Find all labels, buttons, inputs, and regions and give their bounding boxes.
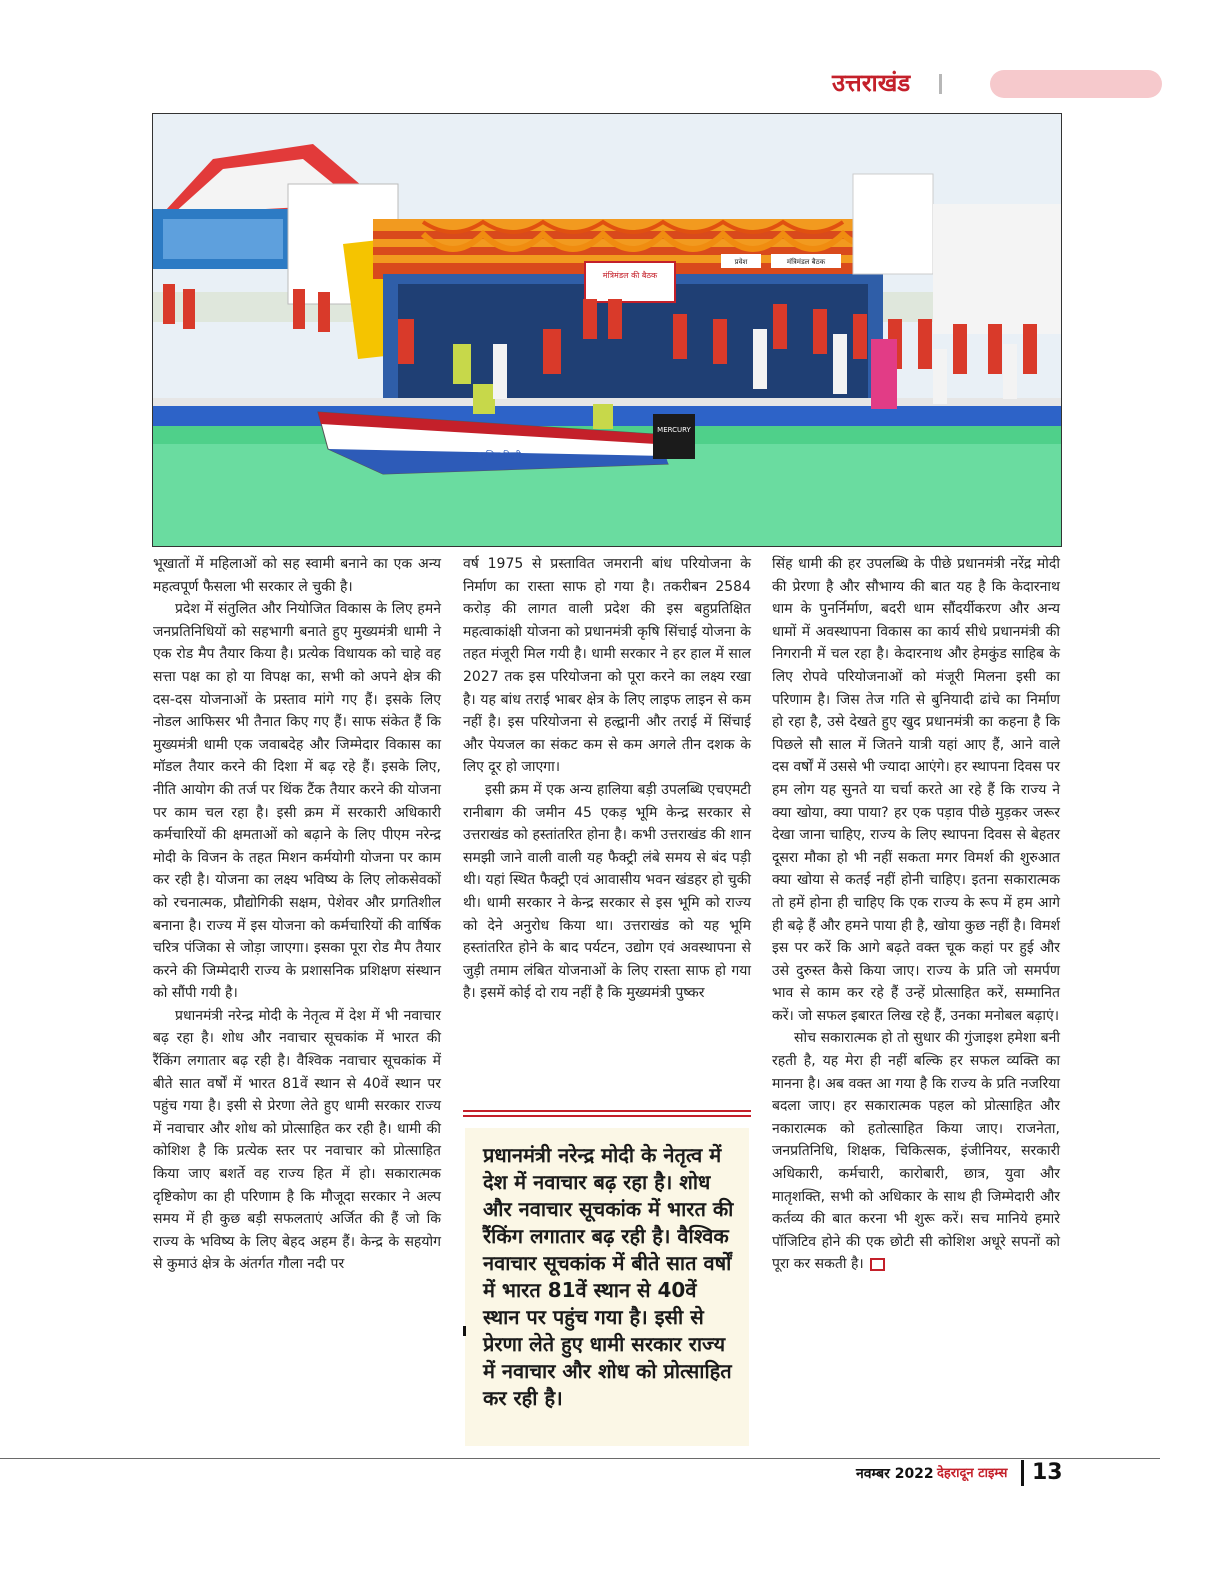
article-column-1 xyxy=(153,553,441,1276)
issue-date: नवम्बर 2022 xyxy=(856,1466,934,1482)
footer-rule xyxy=(0,1458,1160,1459)
photo-illustration xyxy=(153,114,1061,546)
page-number: 13 xyxy=(1032,1460,1063,1485)
magazine-name: देहरादून टाइम्स xyxy=(937,1466,1008,1481)
pull-quote xyxy=(463,1110,751,1448)
article-column-2 xyxy=(463,553,751,1005)
pull-quote-box xyxy=(465,1128,749,1446)
paragraph: प्रदेश में संतुलित और नियोजित विकास के लिए हमने जनप्रतिनिधियों को सहभागी बनाते हुए मुख्यमंत्री धामी ने एक रोड मैप तैयार किया है। प्रत्येक विधायक को चाहे वह सत्ता पक्ष का हो या विपक्ष का, सभी को अपने क्षेत्र की दस-दस योजनाओं के प्रस्ताव मांगे गए हैं। इसके लिए नोडल आफिसर भी तैनात किए गए हैं। साफ संकेत हैं कि मुख्यमंत्री धामी एक जवाबदेह और जिम्मेदार विकास का मॉडल तैयार करने की दिशा में बढ़ रहे हैं। इसके लिए, नीति आयोग की तर्ज पर थिंक टैंक तैयार करने की योजना पर काम चल रहा है। इसी क्रम में सरकारी अधिकारी कर्मचारियों की क्षमताओं को बढ़ाने के लिए पीएम नरेन्द्र मोदी के विजन के तहत मिशन कर्मयोगी योजना पर काम कर रही है। योजना का लक्ष्य भविष्य के लिए लोकसेवकों को रचनात्मक, प्रौद्योगिकी सक्षम, पेशेवर और प्रगतिशील बनाना है। राज्य में इस योजना को कर्मचारियों की वार्षिक चरित्र पंजिका से जोड़ा जाएगा। इसका पूरा रोड मैप तैयार करने की जिम्मेदारी राज्य के प्रशासनिक प्रशिक्षण संस्थान को सौंपी गयी है। xyxy=(153,601,441,1002)
article-column-3 xyxy=(772,553,1060,1276)
paragraph: वर्ष 1975 से प्रस्तावित जमरानी बांध परियोजना के निर्माण का रास्ता साफ हो गया है। तकरीबन 2584 करोड़ की लागत वाली प्रदेश की इस बहुप्रतिक्षित महत्वाकांक्षी योजना को प्रधानमंत्री कृषि सिंचाई योजना के तहत मंजूरी मिल गयी है। धामी सरकार ने हर हाल में साल 2027 तक इस परियोजना को पूरा करने का लक्ष्य रखा है। यह बांध तराई भाबर क्षेत्र के लिए लाइफ लाइन से कम नहीं है। इस परियोजना से हल्द्वानी और तराई में सिंचाई और पेयजल का संकट कम से कम अगले तीन दशक के लिए दूर हो जाएगा। xyxy=(463,556,751,776)
paragraph: भूखातों में महिलाओं को सह स्वामी बनाने का एक अन्य महत्वपूर्ण फैसला भी सरकार ले चुकी है। xyxy=(153,556,441,595)
pull-quote-text: प्रधानमंत्री नरेन्द्र मोदी के नेतृत्व में देश में नवाचार बढ़ रहा है। शोध और नवाचार सूचकांक में भारत की रैंकिंग लगातार बढ़ रही है। वैश्विक नवाचार सूचकांक में बीते सात वर्षों में भारत 81वें स्थान से 40वें स्थान पर पहुंच गया है। इसी से प्रेरणा लेते हुए धामी सरकार राज्य में नवाचार और शोध को प्रोत्साहित कर रही है। xyxy=(483,1143,734,1410)
article-photo xyxy=(152,113,1062,547)
boat-text: जल पुलिस टिहरी xyxy=(465,451,521,461)
paragraph: सिंह धामी की हर उपलब्धि के पीछे प्रधानमंत्री नरेंद्र मोदी की प्रेरणा है और सौभाग्य की बात यह है कि केदारनाथ धाम के पुनर्निर्माण, बदरी धाम सौंदर्यीकरण और अन्य धामों में अवस्थापना विकास का कार्य सीधे प्रधानमंत्री की निगरानी में चल रहा है। केदारनाथ और हेमकुंड साहिब के लिए रोपवे परियोजनाओं को मंजूरी मिलना इसी का परिणाम है। जिस तेज गति से बुनियादी ढांचे का निर्माण हो रहा है, उसे देखते हुए खुद प्रधानमंत्री का कहना है कि पिछले सौ साल में जितने यात्री यहां आए हैं, आने वाले दस वर्षों में उससे भी ज्यादा आएंगे। हर स्थापना दिवस पर हम लोग यह सुनते या चर्चा करते आ रहे हैं कि राज्य ने क्या खोया, क्या पाया? हर एक पड़ाव पीछे मुड़कर जरूर देखा जाना चाहिए, राज्य के लिए स्थापना दिवस से बेहतर दूसरा मौका हो भी नहीं सकता मगर विमर्श की शुरुआत क्या खोया से कतई नहीं होनी चाहिए। इतना सकारात्मक तो हमें होना ही चाहिए कि एक राज्य के रूप में हम आगे ही बढ़े हैं और हमने पाया ही है, खोया कुछ नहीं है। विमर्श इस पर करें कि आगे बढ़ते वक्त चूक कहां पर हुई और उसे दुरुस्त कैसे किया जाए। राज्य के प्रति जो समर्पण भाव से काम कर रहे हैं उन्हें प्रोत्साहित करें, सम्मानित करें। जो सफल इबारत लिख रहे हैं, उनका मनोबल बढ़ाएं। xyxy=(772,556,1060,1024)
pull-quote-tick xyxy=(463,1326,466,1336)
photo-banner xyxy=(585,262,675,302)
header-divider xyxy=(939,74,942,94)
photo-banner-text: मंत्रिमंडल की बैठक xyxy=(602,271,658,280)
photo-sign-left: प्रवेश xyxy=(734,258,748,266)
paragraph: प्रधानमंत्री नरेन्द्र मोदी के नेतृत्व में देश में भी नवाचार बढ़ रहा है। शोध और नवाचार सूचकांक में भारत की रैंकिंग लगातार बढ़ रही है। वैश्विक नवाचार सूचकांक में बीते सात वर्षों में भारत 81वें स्थान से 40वें स्थान पर पहुंच गया है। इसी से प्रेरणा लेते हुए धामी सरकार राज्य में नवाचार और शोध को प्रोत्साहित कर रही है। धामी की कोशिश है कि प्रत्येक स्तर पर नवाचार को प्रोत्साहित किया जाए बशर्ते वह राज्य हित में हो। सकारात्मक दृष्टिकोण का ही परिणाम है कि मौजूदा सरकार ने अल्प समय में ही कुछ बड़ी सफलताएं अर्जित की हैं जो कि राज्य के भविष्य के लिए बेहद अहम हैं। केन्द्र के सहयोग से कुमाउं क्षेत्र के अंतर्गत गौला नदी पर xyxy=(153,1007,441,1273)
section-title: उत्तराखंड xyxy=(832,69,911,97)
header-pill-decoration xyxy=(990,70,1162,98)
boat-brand-text: MERCURY xyxy=(657,426,691,434)
footer-divider xyxy=(1021,1460,1024,1486)
paragraph: सोच सकारात्मक हो तो सुधार की गुंजाइश हमेशा बनी रहती है, यह मेरा ही नहीं बल्कि हर सफल व्यक्ति का मानना है। अब वक्त आ गया है कि राज्य के प्रति नजरिया बदला जाए। हर सकारात्मक पहल को प्रोत्साहित और नकारात्मक को हतोत्साहित किया जाए। राजनेता, जनप्रतिनिधि, शिक्षक, चिकित्सक, इंजीनियर, सरकारी अधिकारी, कर्मचारी, कारोबारी, छात्र, युवा और मातृशक्ति, सभी को अधिकार के साथ ही जिम्मेदारी और कर्तव्य की बात करना भी शुरू करें। सच मानिये हमारे पॉजिटिव होने की एक छोटी सी कोशिश अधूरे सपनों को पूरा कर सकती है। xyxy=(772,1030,1060,1273)
pull-quote-rule xyxy=(463,1110,751,1124)
end-of-article-icon xyxy=(870,1258,885,1271)
photo-sign-right: मंत्रिमंडल बैठक xyxy=(786,258,826,266)
paragraph: इसी क्रम में एक अन्य हालिया बड़ी उपलब्धि एचएमटी रानीबाग की जमीन 45 एकड़ भूमि केन्द्र सरकार से उत्तराखंड को हस्तांतरित होना है। कभी उत्तराखंड की शान समझी जाने वाली वाली यह फैक्ट्री लंबे समय से बंद पड़ी थी। यहां स्थित फैक्ट्री एवं आवासीय भवन खंडहर हो चुकी थी। धामी सरकार ने केन्द्र सरकार से इस भूमि को राज्य को देने अनुरोध किया था। उत्तराखंड को यह भूमि हस्तांतरित होने के बाद पर्यटन, उद्योग एवं अवस्थापना से जुड़ी तमाम लंबित योजनाओं के लिए रास्ता साफ हो गया है। इसमें कोई दो राय नहीं है कि मुख्यमंत्री पुष्कर xyxy=(463,781,751,1002)
